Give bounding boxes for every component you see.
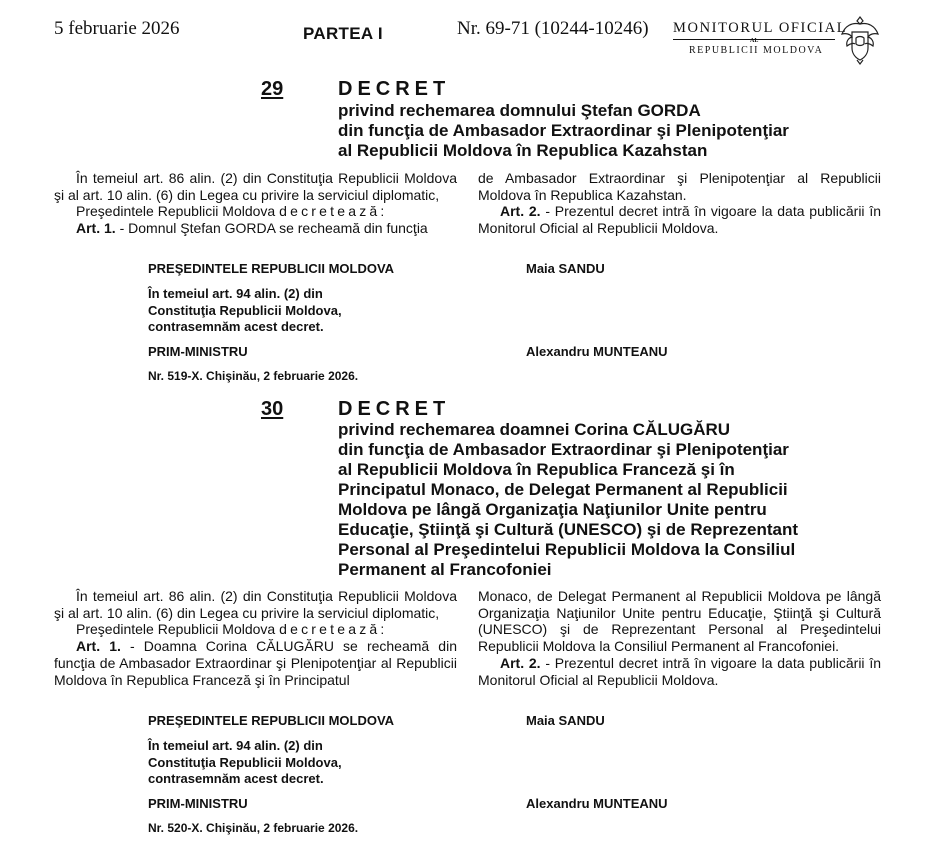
legal-basis-paragraph: În temeiul art. 86 alin. (2) din Constituţia Republicii Moldova şi al art. 10 alin. (6) din Legea cu privire la serviciul diplomatic, — [54, 170, 457, 203]
decree-enacting-clause: Preşedintele Republicii Moldova decretează: — [76, 621, 388, 638]
moldova-coat-of-arms-icon — [840, 14, 880, 66]
decree-body-left — [54, 170, 457, 237]
decree-heading: DECRET — [338, 398, 451, 420]
president-role: PREŞEDINTELE REPUBLICII MOLDOVA — [148, 261, 395, 276]
article-1: Art. 1. - Doamna Corina CĂLUGĂRU se recheamă din funcţia de Ambasador Extraordinar şi Plenipotenţiar al Republicii Moldova în Republica Franceză şi în Principatul — [54, 638, 457, 688]
article-1-continued: de Ambasador Extraordinar şi Plenipotenţiar al Republicii Moldova în Republica Kazahstan. — [478, 170, 881, 203]
decree-reference: Nr. 519-X. Chişinău, 2 februarie 2026. — [148, 369, 359, 383]
article-2: Art. 2. - Prezentul decret intră în vigoare la data publicării în Monitorul Oficial al Republicii Moldova. — [478, 203, 881, 237]
decree-body-right — [478, 588, 881, 688]
publication-al: AL — [750, 38, 759, 44]
header-issue-number: Nr. 69-71 (10244-10246) — [457, 18, 649, 39]
pm-role: PRIM-MINISTRU — [148, 344, 248, 359]
decree-number: 30 — [261, 398, 284, 420]
decree-title: privind rechemarea domnului Ştefan GORDA din funcţia de Ambasador Extraordinar şi Plenipotenţiar al Republicii Moldova în Republica Kazahstan — [338, 101, 789, 160]
article-1: Art. 1. - Domnul Ştefan GORDA se recheamă din funcţia — [76, 220, 428, 237]
header-part: PARTEA I — [303, 24, 383, 43]
president-role: PREŞEDINTELE REPUBLICII MOLDOVA — [148, 713, 395, 728]
pm-name: Alexandru MUNTEANU — [526, 796, 668, 811]
publication-title: MONITORUL OFICIAL — [673, 20, 848, 36]
pm-role: PRIM-MINISTRU — [148, 796, 248, 811]
president-name: Maia SANDU — [526, 261, 605, 276]
decree-enacting-clause: Preşedintele Republicii Moldova decretează: — [76, 203, 388, 220]
decree-reference: Nr. 520-X. Chişinău, 2 februarie 2026. — [148, 821, 359, 835]
decree-heading: DECRET — [338, 78, 451, 100]
decree-title: privind rechemarea doamnei Corina CĂLUGĂRU din funcţia de Ambasador Extraordinar şi Plenipotenţiar al Republicii Moldova în Republica Franceză şi în Principatul Monaco, de Delegat Permanent al Republicii Moldova pe lângă Organizaţia Naţiunilor Unite pentru Educaţie, Ştiinţă şi Cultură (UNESCO) şi de Reprezentant Personal al Preşedintelui Republicii Moldova la Consiliul Permanent al Francofoniei — [338, 420, 799, 579]
decree-body-left — [54, 588, 457, 688]
decree-number: 29 — [261, 78, 284, 100]
header-date: 5 februarie 2026 — [54, 18, 180, 39]
article-2: Art. 2. - Prezentul decret intră în vigoare la data publicării în Monitorul Oficial al Republicii Moldova. — [478, 654, 881, 688]
publication-subtitle: REPUBLICII MOLDOVA — [689, 45, 824, 56]
article-1-continued: Monaco, de Delegat Permanent al Republicii Moldova pe lângă Organizaţia Naţiunilor Unite pentru Educaţie, Ştiinţă şi Cultură (UNESCO) şi de Reprezentant Personal al Preşedintelui Republicii Moldova la Consiliul Permanent al Francofoniei. — [478, 588, 881, 655]
countersign-note: În temeiul art. 94 alin. (2) din Constituţia Republicii Moldova, contrasemnăm acest decret. — [148, 286, 342, 335]
legal-basis-paragraph: În temeiul art. 86 alin. (2) din Constituţia Republicii Moldova şi al art. 10 alin. (6) din Legea cu privire la serviciul diplomatic, — [54, 588, 457, 621]
countersign-note: În temeiul art. 94 alin. (2) din Constituţia Republicii Moldova, contrasemnăm acest decret. — [148, 738, 342, 787]
president-name: Maia SANDU — [526, 713, 605, 728]
decree-body-right — [478, 170, 881, 237]
pm-name: Alexandru MUNTEANU — [526, 344, 668, 359]
